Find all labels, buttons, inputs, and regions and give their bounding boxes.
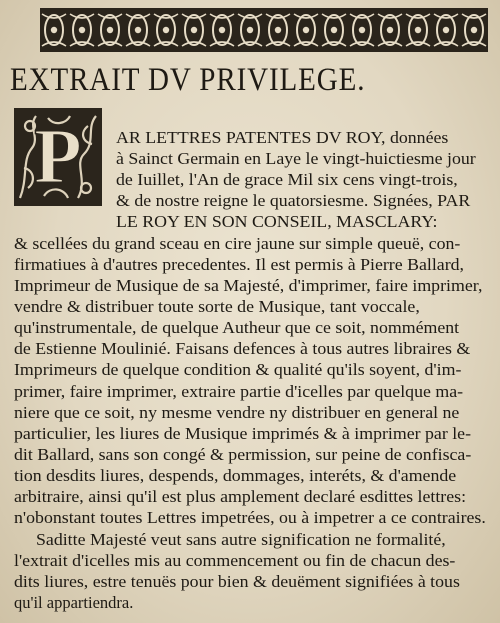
text-line: dit Ballard, sans son congé & permission, sur peine de confisca-	[14, 445, 472, 464]
text-line: l'extrait d'icelles mis au commencement ou fin de chacun des-	[14, 551, 456, 570]
text-line: qu'il appartiendra.	[14, 593, 134, 612]
text-line: n'obonstant toutes Lettres impetrées, ou à impetrer a ce contraires.	[14, 508, 486, 527]
text-line: & de nostre reigne le quatorsiesme. Signées, PAR	[116, 191, 471, 210]
text-line: de Iuillet, l'An de grace Mil six cens vingt-trois,	[116, 170, 458, 189]
text-line: vendre & distribuer toute sorte de Musique, tant voccale,	[14, 297, 420, 316]
text-line: Imprimeurs de quelque condition & qualité qu'ils soyent, d'im-	[14, 360, 462, 379]
text-line: tion desdits liures, despends, dommages, interéts, & d'amende	[14, 466, 457, 485]
text-line: particulier, les liures de Musique imprimés & à imprimer par le-	[14, 424, 472, 443]
text-line: niere que ce soit, ny mesme vendre ny distribuer en general ne	[14, 403, 460, 422]
text-line: primer, faire imprimer, extraire partie d'icelles par quelque ma-	[14, 382, 464, 401]
text-line: Imprimeur de Musique de sa Majesté, d'imprimer, faire imprimer,	[14, 276, 483, 295]
text-line: à Sainct Germain en Laye le vingt-huictiesme jour	[116, 149, 476, 168]
page-title: EXTRAIT DV PRIVILEGE.	[10, 62, 366, 98]
text-line: de Estienne Moulinié. Faisans defences à tous autres libraires &	[14, 339, 471, 358]
text-line: & scellées du grand sceau en cire jaune sur simple queuë, con-	[14, 234, 461, 253]
text-line: firmatiues à d'autres precedentes. Il est permis à Pierre Ballard,	[14, 255, 465, 274]
text-line: AR LETTRES PATENTES DV ROY, données	[116, 128, 449, 147]
text-line: dits liures, estre tenuës pour bien & deuëment signifiées à tous	[14, 572, 460, 591]
text-line: arbitraire, ainsi qu'il est plus amplement declaré esdittes lettres:	[14, 487, 467, 506]
text-line: Saditte Majesté veut sans autre signification ne formalité,	[36, 530, 446, 549]
dropcap-letter: P	[34, 112, 82, 199]
text-line: LE ROY EN SON CONSEIL, MASCLARY:	[116, 212, 438, 231]
text-line: qu'instrumentale, de quelque Autheur que ce soit, nommément	[14, 318, 460, 337]
